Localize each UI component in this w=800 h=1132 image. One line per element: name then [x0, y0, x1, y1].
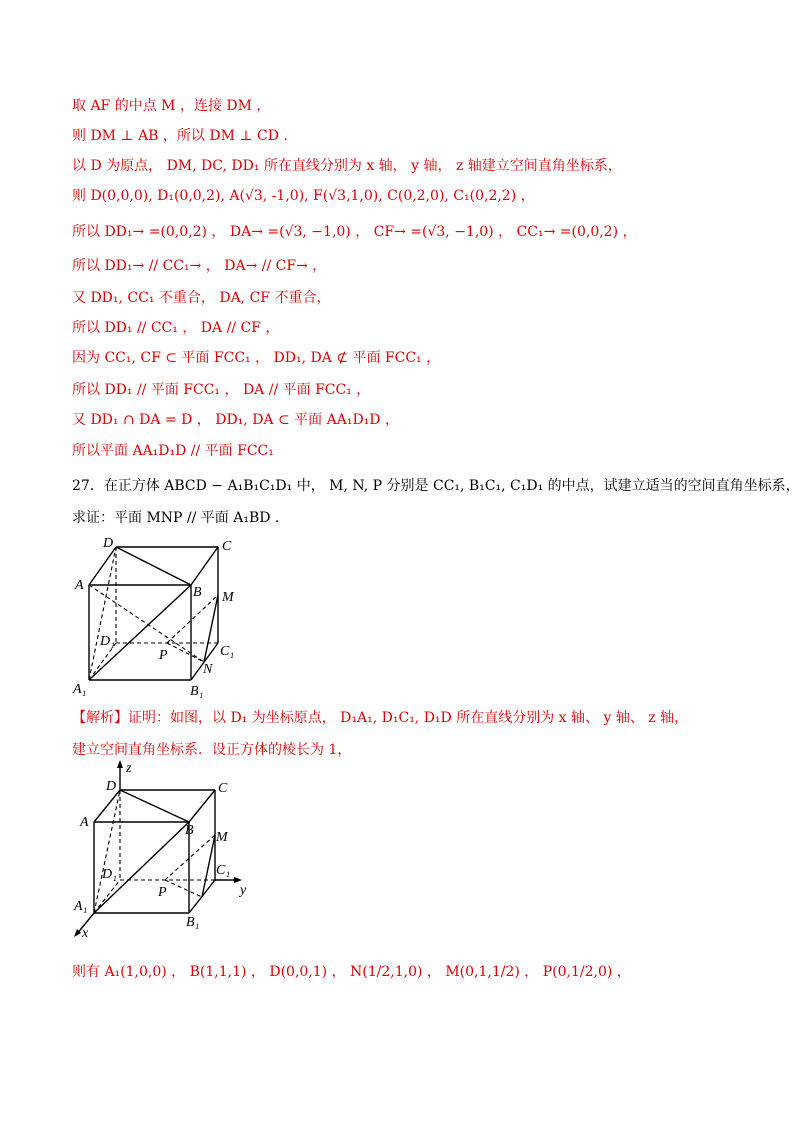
label-D: D: [106, 779, 117, 794]
text-line-4: 则 D(0,0,0), D₁(0,0,2), A(√3, -1,0), F(√3,1,0), C(0,2,0), C₁(0,2,2) ，: [72, 188, 535, 204]
label-A1: A₁: [73, 682, 87, 697]
label-x: x: [82, 926, 89, 940]
cube-figure-1: [70, 535, 250, 700]
text-line-7: 又 DD₁, CC₁ 不重合， DA, CF 不重合，: [72, 290, 331, 306]
label-D1: D₁: [102, 867, 117, 882]
text-line-1: 取 AF 的中点 M ，连接 DM ，: [72, 98, 271, 114]
label-y: y: [240, 883, 247, 898]
label-P: P: [158, 885, 167, 900]
text-line-9: 因为 CC₁, CF ⊂ 平面 FCC₁ ， DD₁, DA ⊄ 平面 FCC₁ ，: [72, 350, 441, 366]
solution-text-1: 证明：如图，以 D₁ 为坐标原点， D₁A₁, D₁C₁, D₁D 所在直线分别为 x 轴、 y 轴、 z 轴，: [128, 710, 689, 726]
label-B: B: [185, 823, 194, 838]
solution-line-2: 建立空间直角坐标系．设正方体的棱长为 1，: [72, 742, 352, 758]
label-z: z: [126, 761, 132, 776]
problem-line-1: 27．在正方体 ABCD − A₁B₁C₁D₁ 中， M, N, P 分别是 CC₁, B₁C₁, C₁D₁ 的中点，试建立适当的空间直角坐标系，: [72, 478, 800, 494]
cube-figure-2: [68, 760, 258, 940]
label-B1: B₁: [186, 915, 200, 930]
label-A: A: [80, 815, 89, 830]
label-B1: B₁: [190, 684, 204, 699]
label-C1: C₁: [220, 644, 235, 659]
problem-line-2: 求证：平面 MNP // 平面 A₁BD .: [72, 510, 280, 526]
label-M: M: [222, 590, 234, 605]
label-A1: A₁: [74, 899, 88, 914]
text-line-8: 所以 DD₁ // CC₁ ， DA // CF ，: [72, 320, 280, 336]
text-line-10: 所以 DD₁ // 平面 FCC₁ ， DA // 平面 FCC₁ ，: [72, 382, 371, 398]
text-line-5: 所以 DD₁→ =(0,0,2) ， DA→ =(√3, −1,0) ， CF→ =(√3, −1,0) ， CC₁→ =(0,0,2) ，: [72, 224, 637, 240]
label-C: C: [222, 539, 232, 554]
text-line-2: 则 DM ⊥ AB ，所以 DM ⊥ CD .: [72, 128, 288, 144]
label-B: B: [193, 585, 202, 600]
label-A: A: [75, 578, 84, 593]
label-C: C: [218, 781, 228, 796]
label-M: M: [216, 830, 228, 845]
label-P: P: [159, 648, 168, 663]
text-line-6: 所以 DD₁→ // CC₁→ ， DA→ // CF→ ，: [72, 258, 327, 274]
text-line-12: 所以平面 AA₁D₁D // 平面 FCC₁: [72, 443, 274, 459]
label-C1: C₁: [216, 863, 231, 878]
text-line-3: 以 D 为原点， DM, DC, DD₁ 所在直线分别为 x 轴， y 轴， z 轴建立空间直角坐标系，: [72, 158, 622, 174]
solution-line-1: [72, 708, 688, 728]
solution-coords: 则有 A₁(1,0,0) ， B(1,1,1) ， D(0,0,1) ， N(1/2,1,0) ， M(0,1,1/2) ， P(0,1/2,0) ，: [72, 964, 631, 980]
label-D1: D₁: [100, 634, 115, 649]
text-line-11: 又 DD₁ ∩ DA = D ， DD₁, DA ⊂ 平面 AA₁D₁D ，: [72, 412, 399, 428]
solution-tag: 【解析】: [72, 710, 128, 726]
label-D: D: [103, 536, 114, 551]
label-N: N: [203, 662, 213, 677]
